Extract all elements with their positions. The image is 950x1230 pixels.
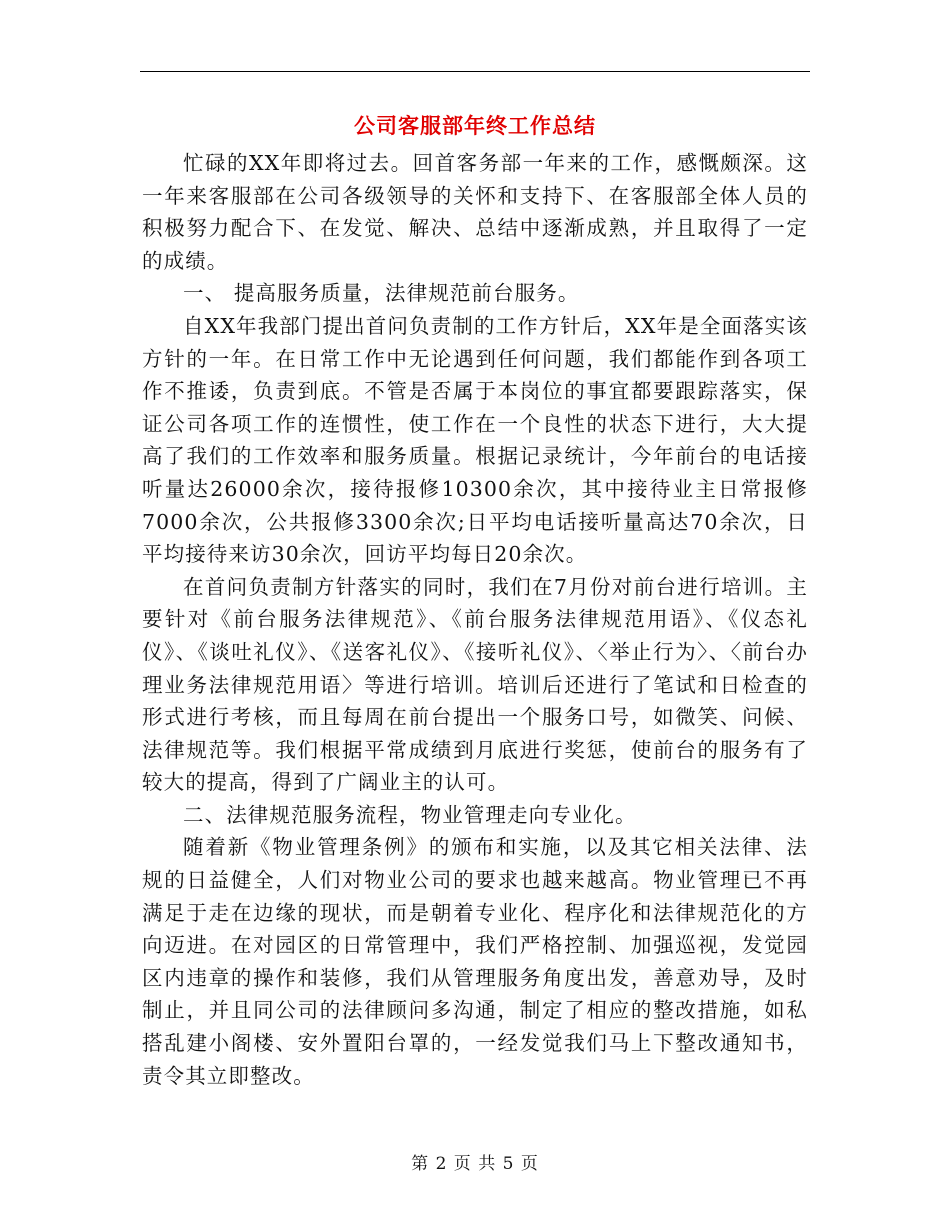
document-title: 公司客服部年终工作总结 xyxy=(354,113,596,138)
paragraph: 在首问负责制方针落实的同时，我们在7月份对前台进行培训。主要针对《前台服务法律规范》、《前台服务法律规范用语》、《仪态礼仪》、《谈吐礼仪》、《送客礼仪》、《接听礼仪》、〈举止行为〉、〈前台办理业务法律规范用语〉等进行培训。培训后还进行了笔试和日检查的形式进行考核，而且每周在前台提出一个服务口号，如微笑、问候、法律规范等。我们根据平常成绩到月底进行奖惩，使前台的服务有了较大的提高，得到了广阔业主的认可。 xyxy=(142,574,808,795)
section-heading: 二、法律规范服务流程，物业管理走向专业化。 xyxy=(183,802,637,827)
paragraph: 自XX年我部门提出首问负责制的工作方针后，XX年是全面落实该方针的一年。在日常工作中无论遇到任何问题，我们都能作到各项工作不推诿，负责到底。不管是否属于本岗位的事宜都要跟踪落实，保证公司各项工作的连惯性，使工作在一个良性的状态下进行，大大提高了我们的工作效率和服务质量。根据记录统计，今年前台的电话接听量达26000余次，接待报修10300余次，其中接待业主日常报修7000余次，公共报修3300余次;日平均电话接听量高达70余次，日平均接待来访30余次，回访平均每日20余次。 xyxy=(142,313,808,567)
page-number: 第 2 页 共 5 页 xyxy=(411,1154,539,1174)
paragraph: 忙碌的XX年即将过去。回首客务部一年来的工作，感慨颇深。这一年来客服部在公司各级领导的关怀和支持下、在客服部全体人员的积极努力配合下、在发觉、解决、总结中逐渐成熟，并且取得了一定的成绩。 xyxy=(142,151,808,273)
header-rule xyxy=(140,71,810,72)
section-heading: 一、 提高服务质量，法律规范前台服务。 xyxy=(183,281,580,306)
paragraph: 随着新《物业管理条例》的颁布和实施，以及其它相关法律、法规的日益健全，人们对物业公司的要求也越来越高。物业管理已不再满足于走在边缘的现状，而是朝着专业化、程序化和法律规范化的方向迈进。在对园区的日常管理中，我们严格控制、加强巡视，发觉园区内违章的操作和装修，我们从管理服务角度出发，善意劝导，及时制止，并且同公司的法律顾问多沟通，制定了相应的整改措施，如私搭乱建小阁楼、安外置阳台罩的，一经发觉我们马上下整改通知书，责令其立即整改。 xyxy=(142,835,808,1088)
document-body xyxy=(142,147,808,1092)
